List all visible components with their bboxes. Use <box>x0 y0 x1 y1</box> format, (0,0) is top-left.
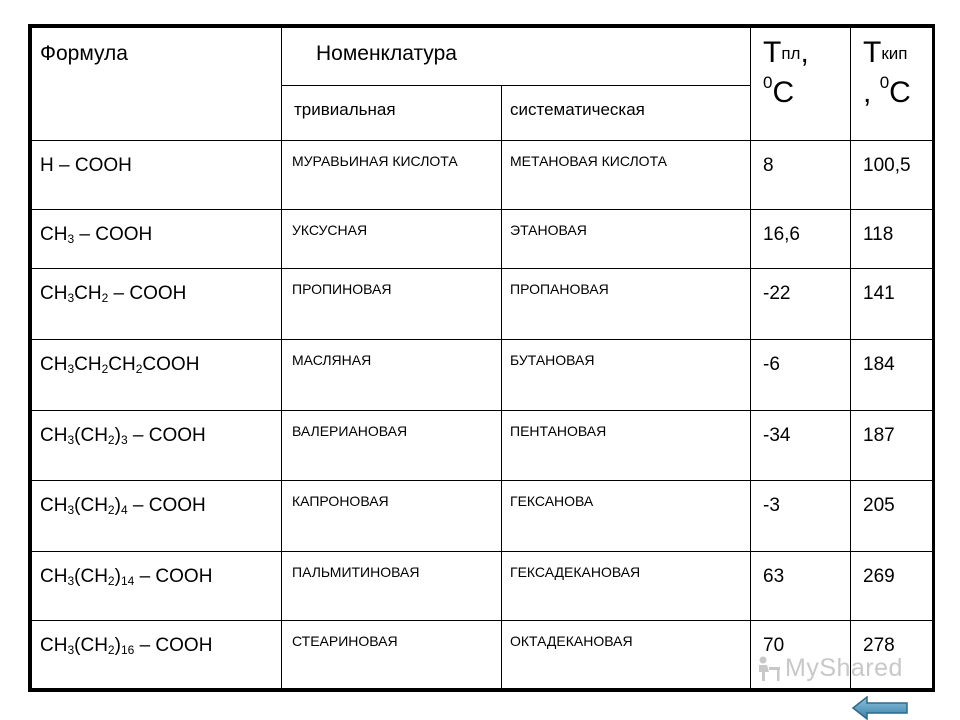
table-row <box>32 552 933 621</box>
header-formula: Формула <box>32 28 282 141</box>
formula-part: CH <box>40 223 68 245</box>
header-nomenclature: Номенклатура <box>282 28 751 86</box>
cell-formula <box>32 269 282 340</box>
formula-subscript: 3 <box>67 362 75 377</box>
formula-subscript: 3 <box>67 503 75 518</box>
formula-subscript: 2 <box>101 291 109 306</box>
formula-part: (CH <box>74 495 108 517</box>
tpl-sub: пл <box>781 44 801 63</box>
tkip-symbol: T <box>863 36 882 69</box>
formula-subscript: 2 <box>107 432 115 447</box>
table-row <box>32 340 933 411</box>
carboxylic-acids-table <box>31 27 933 689</box>
cell-formula <box>32 620 282 689</box>
cell-formula <box>32 410 282 481</box>
formula-part: CH <box>40 495 68 517</box>
table-row <box>32 410 933 481</box>
cell-melting-point: -3 <box>751 481 851 552</box>
formula-subscript: 3 <box>67 642 75 657</box>
formula-part: (CH <box>74 566 108 587</box>
watermark-text: MyShared <box>785 654 903 682</box>
cell-formula <box>32 481 282 552</box>
formula-subscript: 3 <box>67 231 75 246</box>
formula-subscript: 14 <box>120 574 135 588</box>
cell-systematic-name: ПЕНТАНОВАЯ <box>502 410 751 481</box>
cell-melting-point: -6 <box>751 340 851 411</box>
header-trivial: тривиальная <box>282 86 502 141</box>
back-arrow-icon[interactable] <box>851 696 909 720</box>
cell-formula <box>32 209 282 269</box>
cell-melting-point: 63 <box>751 552 851 621</box>
cell-trivial-name: КАПРОНОВАЯ <box>282 481 502 552</box>
table-row <box>32 141 933 210</box>
tkip-degree: 0 <box>879 72 890 92</box>
formula-subscript: 16 <box>120 642 135 657</box>
cell-boiling-point: 278 <box>851 620 933 689</box>
table-row <box>32 481 933 552</box>
table-row <box>32 269 933 340</box>
cell-boiling-point: 100,5 <box>851 141 933 210</box>
teacher-desk-icon <box>755 655 781 683</box>
table-row <box>32 209 933 269</box>
formula-part: – COOH <box>134 634 213 656</box>
formula-subscript: 2 <box>101 362 109 377</box>
formula-part: CH <box>74 283 102 305</box>
cell-trivial-name: ПРОПИНОВАЯ <box>282 269 502 340</box>
formula-part: ) <box>114 424 121 446</box>
cell-formula <box>32 552 282 621</box>
cell-trivial-name: СТЕАРИНОВАЯ <box>282 620 502 689</box>
header-systematic: систематическая <box>502 86 751 141</box>
cell-boiling-point: 184 <box>851 340 933 411</box>
formula-part: – COOH <box>134 566 213 587</box>
tpl-comma: , <box>800 36 809 69</box>
formula-subscript: 3 <box>67 574 75 588</box>
header-boiling-point <box>851 28 933 141</box>
cell-melting-point: 70 <box>751 620 851 689</box>
tpl-degree: 0 <box>763 72 773 92</box>
formula-part: (CH <box>74 424 108 446</box>
cell-systematic-name: ЭТАНОВАЯ <box>502 209 751 269</box>
formula-part: ) <box>114 495 121 517</box>
formula-part: (CH <box>74 634 108 656</box>
formula-subscript: 3 <box>120 432 128 447</box>
cell-trivial-name: МАСЛЯНАЯ <box>282 340 502 411</box>
formula-subscript: 2 <box>107 574 115 588</box>
formula-subscript: 2 <box>107 503 115 518</box>
myshared-watermark <box>755 654 903 683</box>
cell-systematic-name: ОКТАДЕКАНОВАЯ <box>502 620 751 689</box>
formula-part: ) <box>114 566 121 587</box>
cell-systematic-name: ГЕКСАДЕКАНОВАЯ <box>502 552 751 621</box>
tkip-unit: C <box>889 75 911 109</box>
cell-formula <box>32 141 282 210</box>
formula-part: CH <box>74 354 102 376</box>
formula-part: CH <box>40 354 68 376</box>
formula-subscript: 2 <box>135 362 143 377</box>
cell-systematic-name: ПРОПАНОВАЯ <box>502 269 751 340</box>
cell-boiling-point: 205 <box>851 481 933 552</box>
formula-part: – COOH <box>127 424 206 446</box>
cell-trivial-name: УКСУСНАЯ <box>282 209 502 269</box>
formula-part: CH <box>40 634 68 656</box>
cell-melting-point: -34 <box>751 410 851 481</box>
cell-systematic-name: МЕТАНОВАЯ КИСЛОТА <box>502 141 751 210</box>
tkip-sub: кип <box>881 44 908 63</box>
cell-formula <box>32 340 282 411</box>
formula-part: – COOH <box>127 495 206 517</box>
acids-table-frame <box>28 24 935 692</box>
cell-melting-point: 16,6 <box>751 209 851 269</box>
formula-part: CH <box>40 283 68 305</box>
formula-part: – COOH <box>74 223 153 245</box>
cell-melting-point: -22 <box>751 269 851 340</box>
formula-part: CH <box>40 424 68 446</box>
formula-part: COOH <box>142 354 200 376</box>
formula-part: CH <box>108 354 136 376</box>
formula-subscript: 2 <box>107 642 115 657</box>
cell-melting-point: 8 <box>751 141 851 210</box>
formula-part: H – COOH <box>40 155 132 176</box>
cell-boiling-point: 187 <box>851 410 933 481</box>
header-melting-point <box>751 28 851 141</box>
formula-subscript: 3 <box>67 432 75 447</box>
cell-systematic-name: ГЕКСАНОВА <box>502 481 751 552</box>
formula-part: ) <box>114 634 121 656</box>
cell-boiling-point: 269 <box>851 552 933 621</box>
cell-trivial-name: ПАЛЬМИТИНОВАЯ <box>282 552 502 621</box>
formula-subscript: 4 <box>120 503 128 518</box>
cell-boiling-point: 118 <box>851 209 933 269</box>
formula-part: – COOH <box>108 283 187 305</box>
cell-trivial-name: ВАЛЕРИАНОВАЯ <box>282 410 502 481</box>
cell-trivial-name: МУРАВЬИНАЯ КИСЛОТА <box>282 141 502 210</box>
formula-part: CH <box>40 566 68 587</box>
tpl-unit: C <box>772 75 795 109</box>
formula-subscript: 3 <box>67 291 75 306</box>
tpl-symbol: T <box>763 36 782 69</box>
tkip-comma: , <box>863 75 872 109</box>
cell-boiling-point: 141 <box>851 269 933 340</box>
cell-systematic-name: БУТАНОВАЯ <box>502 340 751 411</box>
